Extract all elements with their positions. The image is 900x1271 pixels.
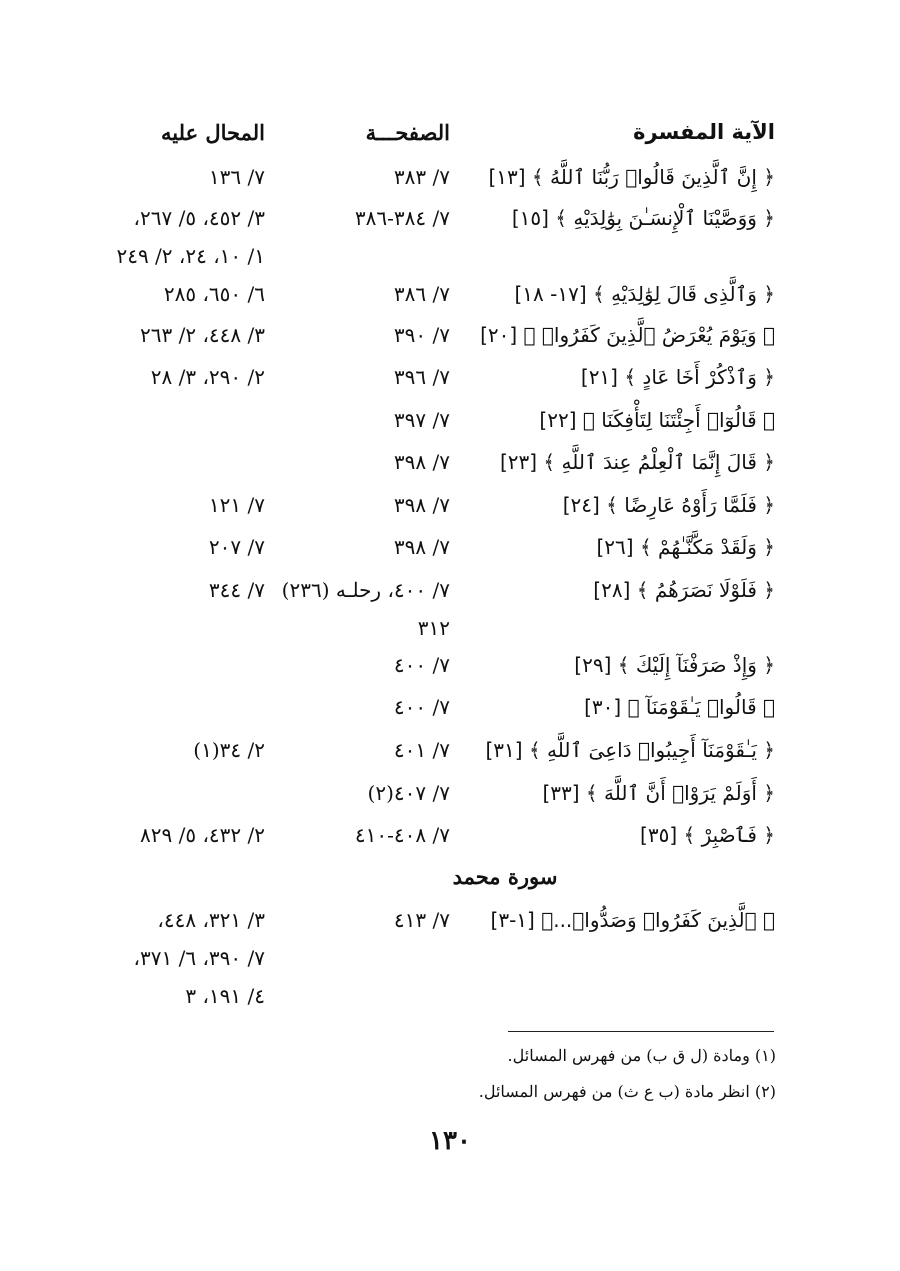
row-aya: ﴿ وَلَقَدْ مَكَّنَّـٰهُمْ ﴾ [٢٦] xyxy=(596,535,775,559)
row-aya: ﴿ وَٱذْكُرْ أَخَا عَادٍ ﴾ [٢١] xyxy=(580,365,775,389)
table-row xyxy=(95,203,795,268)
row-ref: ٣/ ٤٤٨، ٢/ ٢٦٣ xyxy=(140,323,265,347)
table-row xyxy=(95,905,795,1008)
row-aya: ﴿ فَلَمَّا رَأَوْهُ عَارِضًا ﴾ [٢٤] xyxy=(562,493,775,517)
table-row xyxy=(95,820,795,860)
row-page: ٧/ ٣٨٤-٣٨٦ xyxy=(354,206,450,230)
surah-section-heading xyxy=(95,864,795,904)
table-row xyxy=(95,575,795,640)
row-page: ٧/ ٣٩٨ xyxy=(393,450,450,474)
row-page: ٧/ ٣٩٨ xyxy=(393,493,450,517)
row-aya: ﴿ يَـٰقَوْمَنَآ أَجِيبُوا۟ دَاعِىَ ٱللَّهِ ﴾ [٣١] xyxy=(485,738,775,762)
row-aya: ﴿ قَالَ إِنَّمَا ٱلْعِلْمُ عِندَ ٱللَّهِ ﴾ [٢٣] xyxy=(499,450,775,474)
row-ref-continued: ٤/ ١٩١، ٣ xyxy=(185,984,265,1008)
row-page: ٧/ ٣٩٨ xyxy=(393,535,450,559)
row-page: ٧/ ٤٠٠ xyxy=(393,653,450,677)
row-page: ٧/ ٣٩٦ xyxy=(393,365,450,389)
row-ref-continued: ١/ ١٠، ٢٤، ٢/ ٢٤٩ xyxy=(116,244,265,268)
row-page: ٧/ ٤٠٠، رحلـه (٢٣٦) xyxy=(281,578,450,602)
row-page: ٧/ ٤١٣ xyxy=(393,908,450,932)
table-row xyxy=(95,532,795,572)
header-ref: المحال عليه xyxy=(161,120,265,145)
row-ref: ٣/ ٣٢١، ٤٤٨، xyxy=(157,908,265,932)
row-aya: ﴿ فَٱصْبِرْ ﴾ [٣٥] xyxy=(640,823,775,847)
row-page: ٧/ ٤٠٧(٢) xyxy=(367,781,450,805)
table-row xyxy=(95,490,795,530)
footnote: (١) ومادة (ل ق ب) من فهرس المسائل. xyxy=(507,1046,776,1065)
header-aya: الآية المفسرة xyxy=(633,120,775,144)
row-ref: ٢/ ٣٤(١) xyxy=(193,738,265,762)
table-row xyxy=(95,320,795,360)
row-page: ٧/ ٤٠٨-٤١٠ xyxy=(354,823,450,847)
row-page: ٧/ ٤٠٠ xyxy=(393,695,450,719)
row-page: ٧/ ٣٨٣ xyxy=(393,165,450,189)
row-aya: ﴿ فَلَوْلَا نَصَرَهُمُ ﴾ [٢٨] xyxy=(593,578,775,602)
row-aya: ﴿ قَالُوٓا۟ أَجِئْتَنَا لِتَأْفِكَنَا ﴾ [٢٢] xyxy=(539,408,775,432)
table-row xyxy=(95,778,795,818)
row-page: ٧/ ٣٨٦ xyxy=(393,282,450,306)
footnote-divider xyxy=(508,1031,774,1032)
row-page: ٧/ ٣٩٧ xyxy=(393,408,450,432)
header-page: الصفحـــة xyxy=(365,120,450,145)
table-header xyxy=(95,120,795,160)
surah-title: سورة محمد xyxy=(452,864,558,889)
table-row xyxy=(95,650,795,690)
table-row xyxy=(95,162,795,202)
row-ref: ٧/ ٢٠٧ xyxy=(208,535,265,559)
table-row xyxy=(95,692,795,732)
row-ref: ٧/ ١٣٦ xyxy=(208,165,265,189)
footnote: (٢) انظر مادة (ب ع ث) من فهرس المسائل. xyxy=(478,1082,776,1101)
row-ref: ٧/ ٣٤٤ xyxy=(208,578,265,602)
table-row xyxy=(95,362,795,402)
row-aya: ﴿ أَوَلَمْ يَرَوْا۟ أَنَّ ٱللَّهَ ﴾ [٣٣] xyxy=(542,781,775,805)
table-row xyxy=(95,405,795,445)
row-aya: ﴿ وَٱلَّذِى قَالَ لِوَٰلِدَيْهِ ﴾ [١٧- ١٨] xyxy=(514,282,775,306)
row-ref-continued: ٧/ ٣٩٠، ٦/ ٣٧١، xyxy=(133,946,265,970)
row-aya: ﴿ وَإِذْ صَرَفْنَآ إِلَيْكَ ﴾ [٢٩] xyxy=(574,653,775,677)
table-row xyxy=(95,735,795,775)
row-aya: ﴿ قَالُوا۟ يَـٰقَوْمَنَآ ﴾ [٣٠] xyxy=(584,695,775,719)
row-aya: ﴿ ٱلَّذِينَ كَفَرُوا۟ وَصَدُّوا۟...﴾ [١-٣] xyxy=(490,908,775,932)
row-page: ٧/ ٣٩٠ xyxy=(393,323,450,347)
row-ref: ٣/ ٤٥٢، ٥/ ٢٦٧، xyxy=(133,206,265,230)
row-aya: ﴿ إِنَّ ٱلَّذِينَ قَالُوا۟ رَبُّنَا ٱللَّهُ ﴾ [١٣] xyxy=(488,165,775,189)
page-number: ١٣٠ xyxy=(429,1126,471,1156)
row-ref: ٦/ ٦٥٠، ٢٨٥ xyxy=(163,282,265,306)
row-ref: ٢/ ٤٣٢، ٥/ ٨٢٩ xyxy=(140,823,265,847)
row-ref: ٢/ ٢٩٠، ٣/ ٢٨ xyxy=(150,365,265,389)
row-aya: ﴿ وَيَوْمَ يُعْرَضُ ٱلَّذِينَ كَفَرُوا۟ ﴾ [٢٠] xyxy=(480,323,775,347)
table-row xyxy=(95,447,795,487)
row-ref: ٧/ ١٢١ xyxy=(208,493,265,517)
table-row xyxy=(95,279,795,319)
row-aya: ﴿ وَوَصَّيْنَا ٱلْإِنسَـٰنَ بِوَٰلِدَيْهِ ﴾ [١٥] xyxy=(511,206,775,230)
row-page-continued: ٣١٢ xyxy=(417,616,450,640)
row-page: ٧/ ٤٠١ xyxy=(393,738,450,762)
